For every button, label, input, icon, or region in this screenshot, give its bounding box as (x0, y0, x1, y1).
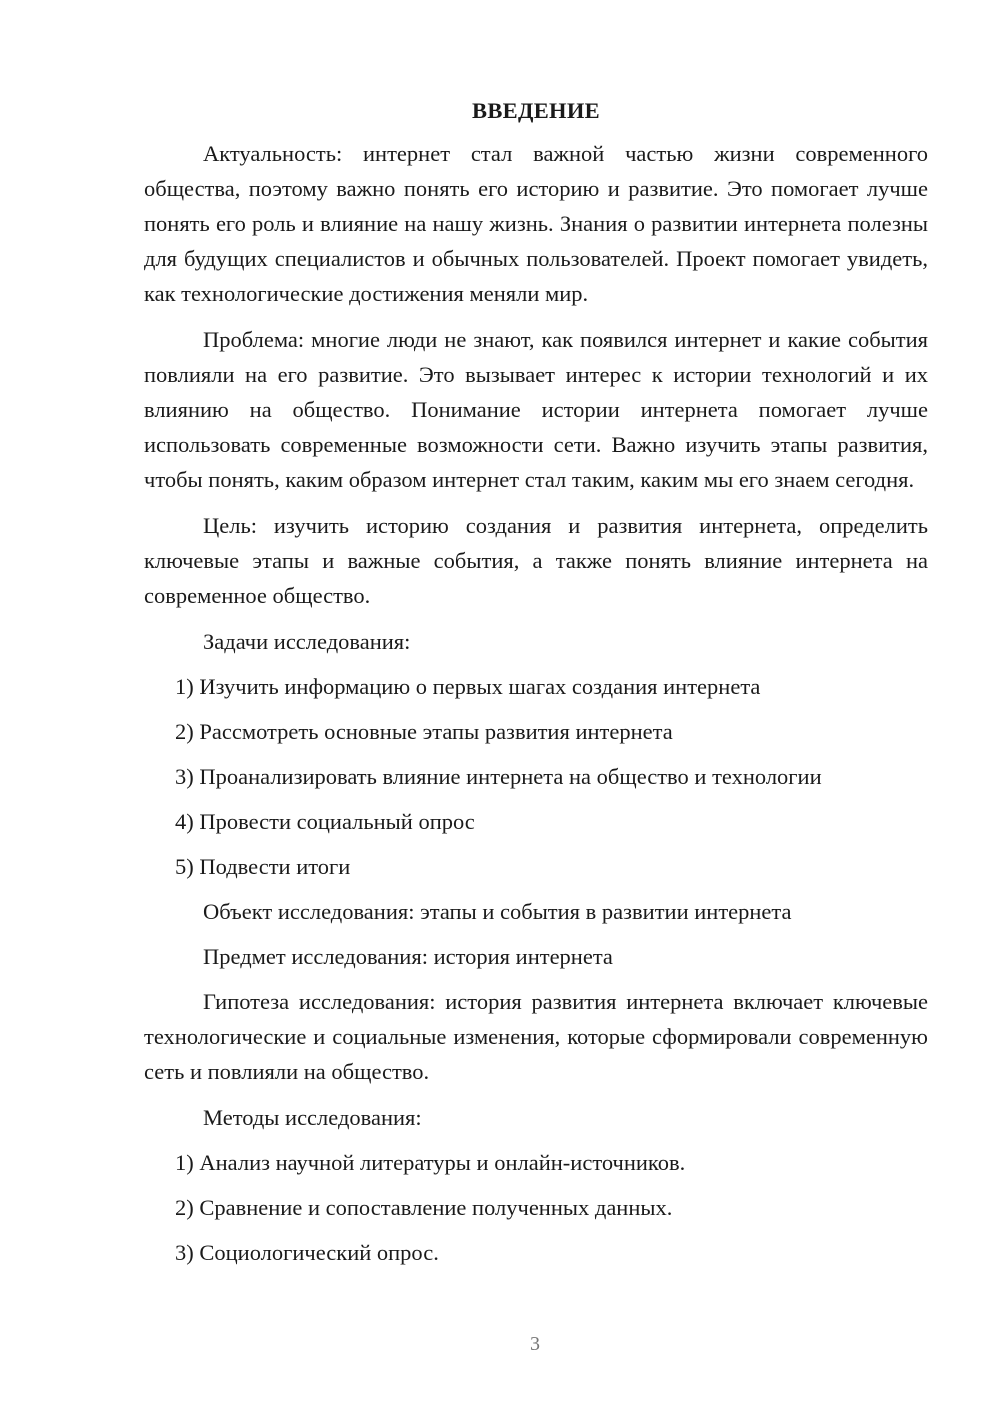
page-title: ВВЕДЕНИЕ (472, 98, 600, 123)
task-item: 3) Проанализировать влияние интернета на общество и технологии (175, 764, 822, 789)
goal-paragraph: Цель: изучить историю создания и развития интернета, определить ключевые этапы и важные события, а также понять влияние интернета на современное общество. (144, 513, 928, 608)
tasks-list (144, 669, 928, 884)
hypothesis-paragraph: Гипотеза исследования: история развития интернета включает ключевые технологические и социальные изменения, которые сформировали современную сеть и повлияли на общество. (144, 989, 928, 1084)
tasks-label: Задачи исследования: (203, 629, 411, 654)
relevance-paragraph: Актуальность: интернет стал важной частью жизни современного общества, поэтому важно понять его историю и развитие. Это помогает лучше понять его роль и влияние на нашу жизнь. Знания о развитии интернета полезны для будущих специалистов и обычных пользователей. Проект помогает увидеть, как технологические достижения меняли мир. (144, 141, 928, 306)
task-item: 2) Рассмотреть основные этапы развития интернета (175, 719, 673, 744)
research-object: Объект исследования: этапы и события в развитии интернета (203, 899, 792, 924)
task-item: 4) Провести социальный опрос (175, 809, 475, 834)
document-page (144, 96, 928, 1280)
problem-paragraph: Проблема: многие люди не знают, как появился интернет и какие события повлияли на его развитие. Это вызывает интерес к истории технологий и их влиянию на общество. Понимание истории интернета помогает лучше использовать современные возможности сети. Важно изучить этапы развития, чтобы понять, каким образом интернет стал таким, каким мы его знаем сегодня. (144, 327, 928, 492)
methods-label: Методы исследования: (203, 1105, 422, 1130)
method-item: 3) Социологический опрос. (175, 1240, 439, 1265)
research-subject: Предмет исследования: история интернета (203, 944, 613, 969)
task-item: 5) Подвести итоги (175, 854, 351, 879)
method-item: 2) Сравнение и сопоставление полученных данных. (175, 1195, 673, 1220)
methods-list (144, 1145, 928, 1270)
method-item: 1) Анализ научной литературы и онлайн-источников. (175, 1150, 686, 1175)
task-item: 1) Изучить информацию о первых шагах создания интернета (175, 674, 761, 699)
page-number: 3 (530, 1333, 540, 1355)
